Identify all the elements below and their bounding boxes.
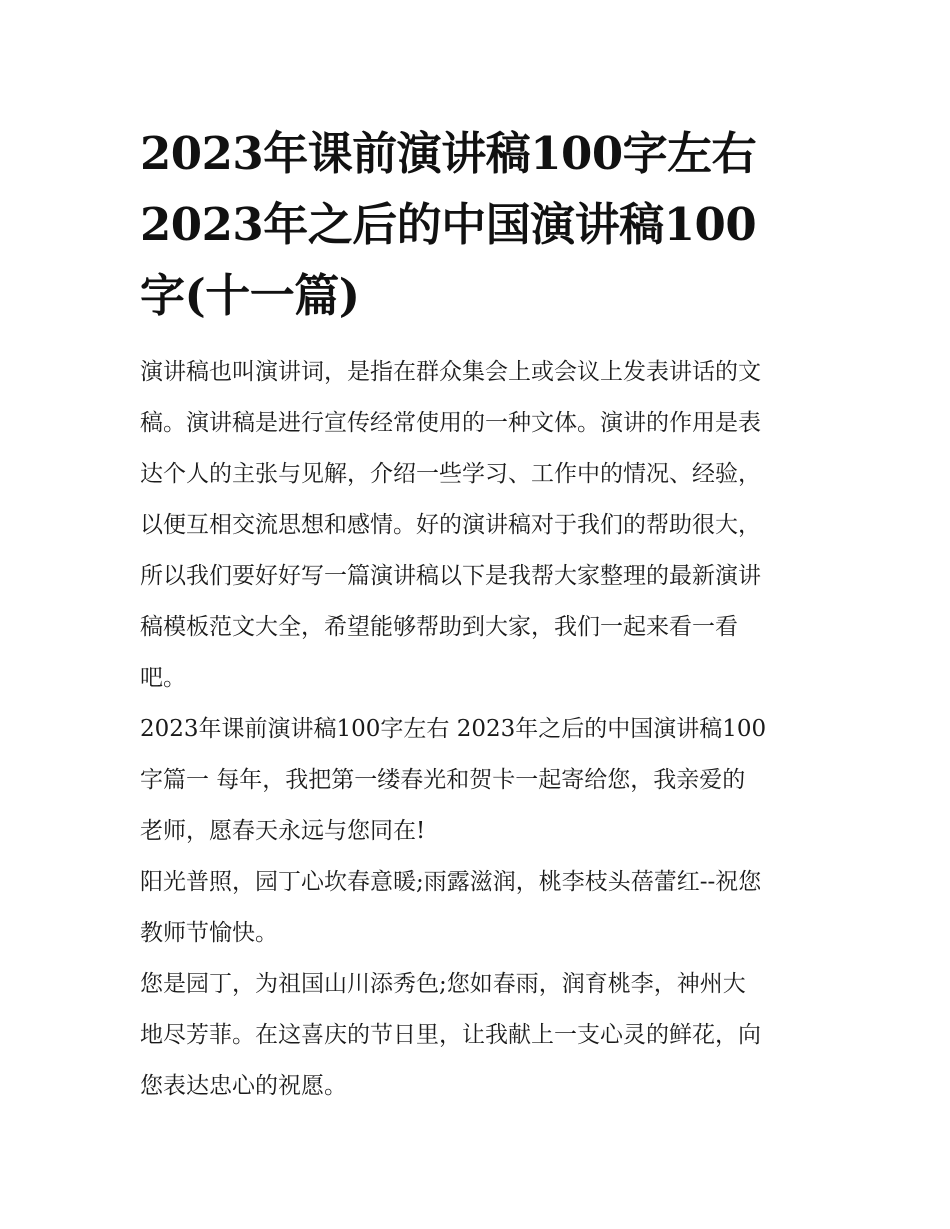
text-line: 字篇一 每年，我把第一缕春光和贺卡一起寄给您，我亲爱的 bbox=[140, 767, 746, 793]
paragraph-greeting-1 bbox=[140, 857, 812, 959]
title-line: 字(十一篇) bbox=[140, 269, 360, 322]
text-line: 教师节愉快。 bbox=[140, 920, 278, 946]
document-body bbox=[140, 347, 812, 1112]
text-line: 稿模板范文大全，希望能够帮助到大家，我们一起来看一看 bbox=[140, 614, 738, 640]
paragraph-greeting-2 bbox=[140, 959, 812, 1112]
text-line: 地尽芳菲。在这喜庆的节日里，让我献上一支心灵的鲜花，向 bbox=[140, 1022, 761, 1048]
document-content bbox=[140, 118, 812, 1112]
text-line: 以便互相交流思想和感情。好的演讲稿对于我们的帮助很大， bbox=[140, 512, 761, 538]
paragraph-intro bbox=[140, 347, 812, 704]
paragraph-section-one bbox=[140, 704, 812, 857]
text-line: 吧。 bbox=[140, 665, 186, 691]
title-line: 2023年之后的中国演讲稿100 bbox=[140, 198, 757, 251]
text-line: 演讲稿也叫演讲词，是指在群众集会上或会议上发表讲话的文 bbox=[140, 359, 761, 385]
text-line: 您是园丁，为祖国山川添秀色;您如春雨，润育桃李，神州大 bbox=[140, 971, 746, 997]
title-line: 2023年课前演讲稿100字左右 bbox=[140, 127, 757, 180]
text-line: 老师，愿春天永远与您同在! bbox=[140, 818, 426, 844]
text-line: 达个人的主张与见解，介绍一些学习、工作中的情况、经验， bbox=[140, 461, 761, 487]
text-line: 阳光普照，园丁心坎春意暖;雨露滋润，桃李枝头蓓蕾红--祝您 bbox=[140, 869, 762, 895]
text-line: 2023年课前演讲稿100字左右 2023年之后的中国演讲稿100 bbox=[140, 716, 767, 742]
text-line: 所以我们要好好写一篇演讲稿以下是我帮大家整理的最新演讲 bbox=[140, 563, 761, 589]
document-title bbox=[140, 118, 812, 331]
text-line: 您表达忠心的祝愿。 bbox=[140, 1073, 347, 1099]
text-line: 稿。演讲稿是进行宣传经常使用的一种文体。演讲的作用是表 bbox=[140, 410, 761, 436]
